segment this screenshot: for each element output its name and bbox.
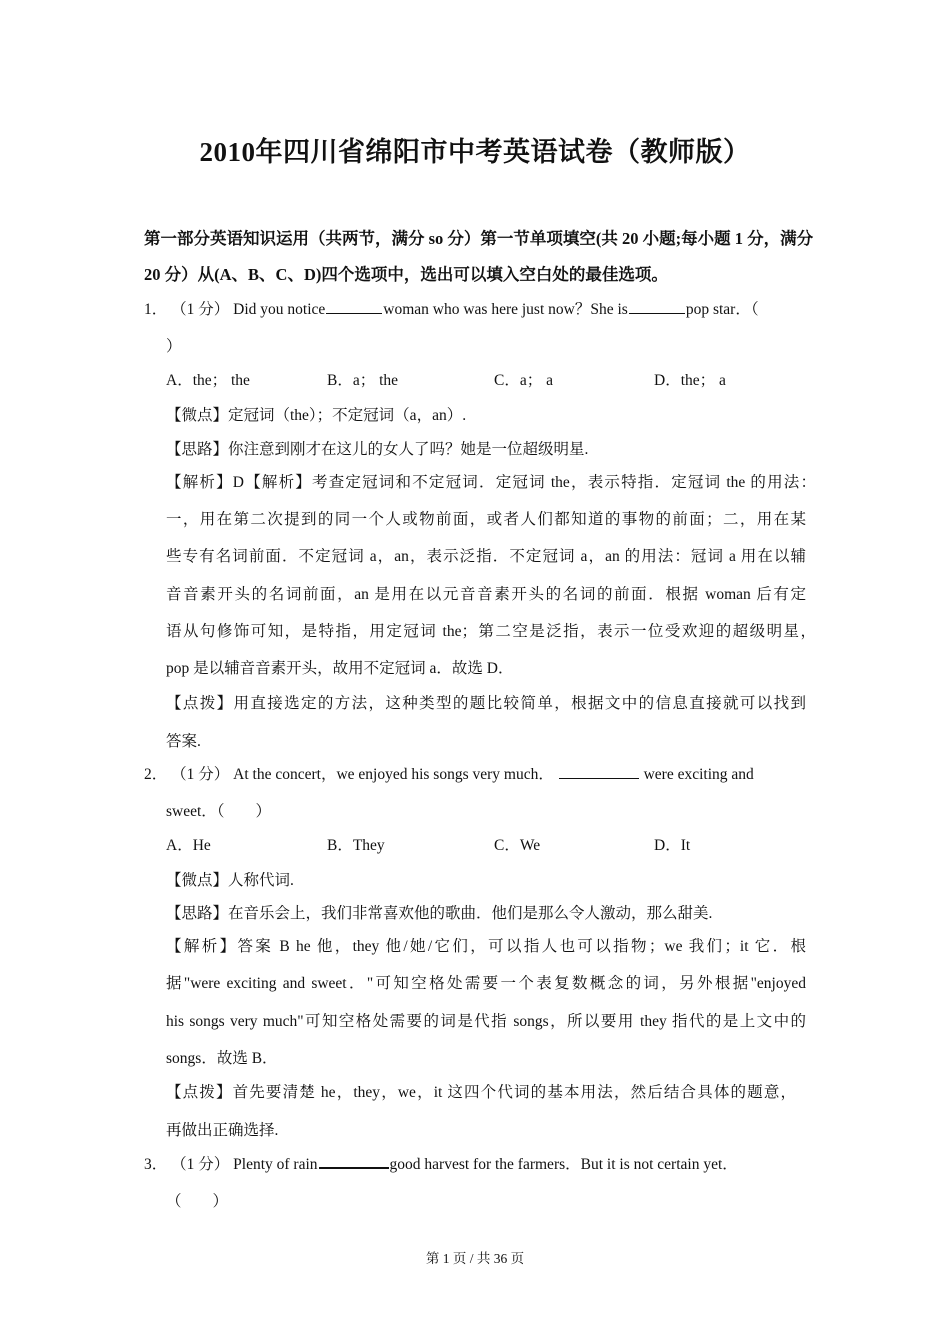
question-3-stem-end: （ ） — [166, 1193, 229, 1210]
option-d: D．the； a — [654, 372, 726, 389]
jiexi-line: 语从句修饰可知，是特指，用定冠词 the；第二空是泛指，表示一位受欢迎的超级明星， — [166, 623, 816, 640]
question-3-stem — [144, 1152, 738, 1174]
option-d: D．It — [654, 837, 691, 854]
dianbo-line: 【点拨】首先要清楚 he，they，we，it 这四个代词的基本用法，然后结合具体的题意， — [166, 1084, 796, 1101]
section-heading: 第一部分英语知识运用（共两节，满分 so 分）第一节单项填空(共 20 小题;每小题 1 分，满分 20 分）从(A、B、C、D)四个选项中，选出可以填入空白处的最佳选项。 — [144, 229, 814, 284]
jiexi-line: 些专有名词前面．不定冠词 a，an，表示泛指．不定冠词 a，an 的用法：冠词 a 用在以辅 — [166, 548, 806, 565]
question-1-stem — [144, 297, 759, 319]
question-2-stem-end: sweet．（ ） — [166, 803, 272, 820]
silu-note: 【思路】你注意到刚才在这儿的女人了吗？她是一位超级明星. — [166, 441, 589, 458]
stem-text: Plenty of rain — [233, 1156, 318, 1173]
stem-text: At the concert，we enjoyed his songs very much． — [233, 766, 554, 783]
stem-text: woman who was here just now？She is — [383, 301, 628, 318]
jiexi-line: 一，用在第二次提到的同一个人或物前面，或者人们都知道的事物的前面；二，用在某 — [166, 511, 806, 528]
page-footer: 第 1 页 / 共 36 页 — [425, 1251, 525, 1266]
jiexi-line: 音音素开头的名词前面，an 是用在以元音音素开头的名词的前面．根据 woman 后有定 — [166, 586, 806, 603]
stem-text: pop star．（ — [685, 301, 759, 318]
question-1-stem-end: ） — [166, 338, 182, 355]
option-c: C．a； a — [494, 372, 553, 389]
dianbo-line: 【点拨】用直接选定的方法，这种类型的题比较简单，根据文中的信息直接就可以找到 — [166, 695, 806, 712]
answer-blank — [629, 312, 685, 314]
stem-text: Did you notice — [233, 301, 326, 318]
jiexi-line: 据"were exciting and sweet．"可知空格处需要一个表复数概念的词，另外根据"enjoyed — [166, 975, 806, 992]
question-number: 2． — [144, 766, 168, 783]
jiexi-line: pop 是以辅音音素开头，故用不定冠词 a．故选 D． — [166, 660, 514, 677]
jiexi-line: 【解析】D【解析】考查定冠词和不定冠词．定冠词 the，表示特指．定冠词 the 的用法： — [166, 474, 816, 491]
option-a: A．the； the — [166, 372, 250, 389]
jiexi-line: songs．故选 B． — [166, 1050, 278, 1067]
question-number: 1． — [144, 301, 168, 318]
dianbo-line: 答案. — [166, 733, 201, 750]
weidian-note: 【微点】人称代词. — [166, 872, 294, 889]
answer-blank — [559, 777, 639, 779]
option-b: B．They — [327, 837, 385, 854]
weidian-note: 【微点】定冠词（the）；不定冠词（a，an）. — [166, 407, 467, 424]
jiexi-line: 【解析】答案 B he 他，they 他/她/它们，可以指人也可以指物；we 我们；it 它．根 — [166, 938, 806, 955]
question-score: （1 分） — [171, 766, 230, 783]
answer-blank — [326, 312, 382, 314]
stem-text: were exciting and — [643, 766, 754, 783]
question-score: （1 分） — [171, 1156, 230, 1173]
stem-text: good harvest for the farmers．But it is not certain yet． — [389, 1156, 738, 1173]
dianbo-line: 再做出正确选择. — [166, 1122, 279, 1139]
option-c: C．We — [494, 837, 541, 854]
question-2-stem — [144, 762, 754, 784]
option-b: B．a； the — [327, 372, 399, 389]
document-title: 2010年四川省绵阳市中考英语试卷（教师版） — [199, 137, 751, 167]
answer-blank — [319, 1166, 389, 1169]
option-a: A．He — [166, 837, 211, 854]
question-score: （1 分） — [171, 301, 230, 318]
silu-note: 【思路】在音乐会上，我们非常喜欢他的歌曲．他们是那么令人激动，那么甜美. — [166, 905, 713, 922]
jiexi-line: his songs very much"可知空格处需要的词是代指 songs，所以要用 they 指代的是上文中的 — [166, 1013, 806, 1030]
question-number: 3． — [144, 1156, 168, 1173]
